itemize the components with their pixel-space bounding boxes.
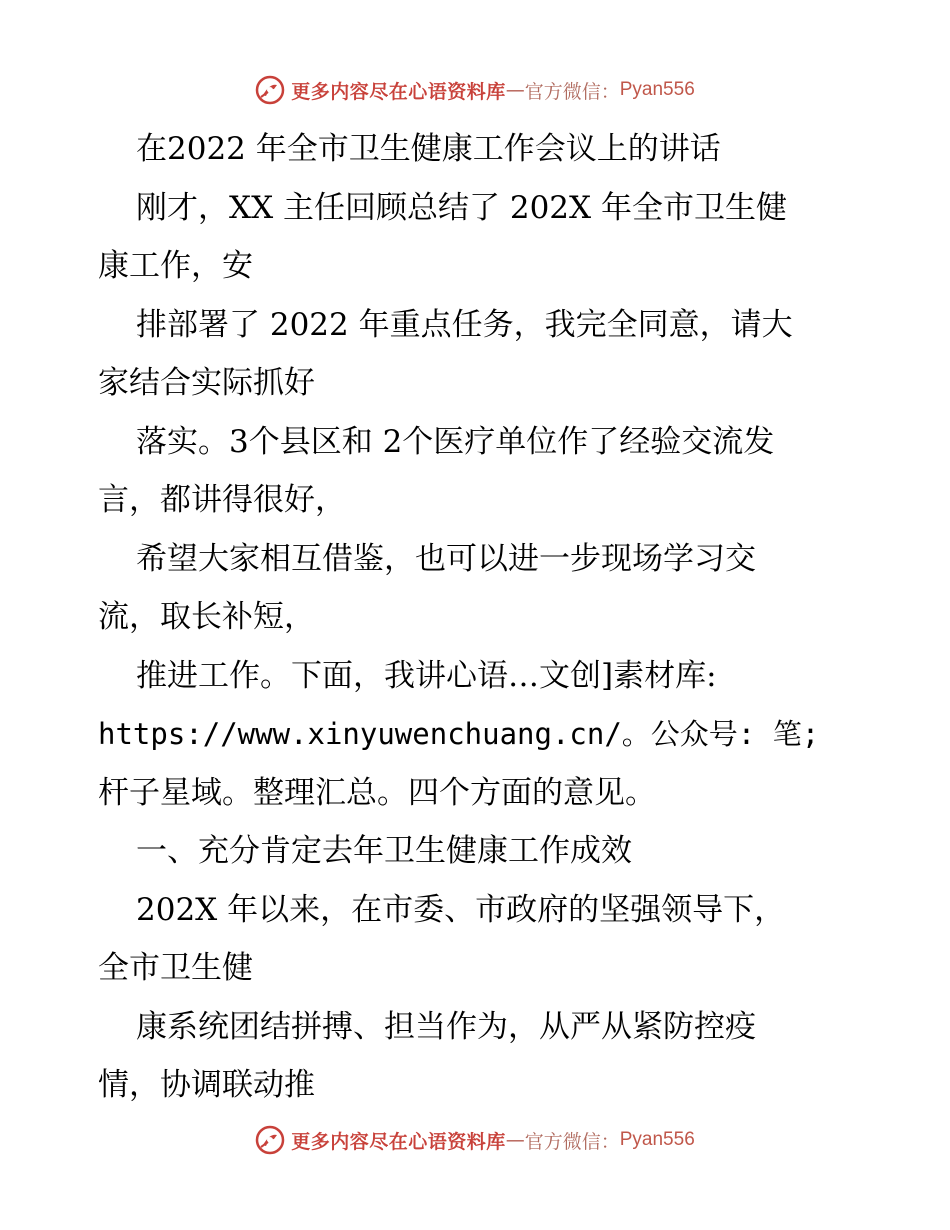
doc-title: 在2022 年全市卫生健康工作会议上的讲话 — [136, 131, 721, 167]
watermark-brand: 更多内容尽在心语资料库 — [291, 1130, 506, 1153]
watermark-wechat-id: Pyan556 — [619, 79, 695, 100]
doc-line: 情，协调联动推 — [98, 1067, 315, 1103]
header-watermark — [0, 70, 950, 110]
doc-line: 推进工作。下面，我讲心语…文创]素材库: — [136, 657, 717, 694]
watermark-brand: 更多内容尽在心语资料库 — [291, 80, 506, 103]
watermark-dash: — — [505, 79, 525, 101]
footer-watermark — [0, 1120, 950, 1160]
doc-line: 落实。3个县区和 2个医疗单位作了经验交流发 — [136, 423, 775, 460]
book-pen-logo-icon — [255, 1125, 285, 1155]
doc-line: 202X 年以来，在市委、市政府的坚强领导下， — [136, 891, 786, 928]
doc-line: 希望大家相互借鉴，也可以进一步现场学习交 — [136, 540, 756, 577]
doc-line: 排部署了 2022 年重点任务，我完全同意，请大 — [136, 306, 793, 343]
doc-line: 言，都讲得很好， — [98, 482, 346, 518]
watermark-wechat-label: 官方微信： — [524, 1130, 620, 1153]
watermark-wechat-id: Pyan556 — [619, 1129, 695, 1150]
watermark-dash: — — [505, 1129, 525, 1151]
doc-line: 全市卫生健 — [98, 950, 253, 986]
doc-line: 康系统团结拼搏、担当作为，从严从紧防控疫 — [136, 1008, 756, 1045]
doc-line: 流，取长补短， — [98, 599, 315, 635]
doc-line: 杆子星域。整理汇总。四个方面的意见。 — [98, 774, 656, 811]
document-body — [98, 120, 850, 1115]
doc-line: 家结合实际抓好 — [98, 365, 315, 401]
doc-section-heading: 一、充分肯定去年卫生健康工作成效 — [136, 833, 632, 869]
doc-line: 刚才，XX 主任回顾总结了 202X 年全市卫生健 — [136, 189, 787, 226]
book-pen-logo-icon — [255, 75, 285, 105]
doc-line-url: https://www.xinyuwenchuang.cn/。公众号: 笔; — [98, 717, 820, 751]
doc-line: 康工作，安 — [98, 248, 253, 284]
watermark-wechat-label: 官方微信： — [524, 80, 620, 103]
